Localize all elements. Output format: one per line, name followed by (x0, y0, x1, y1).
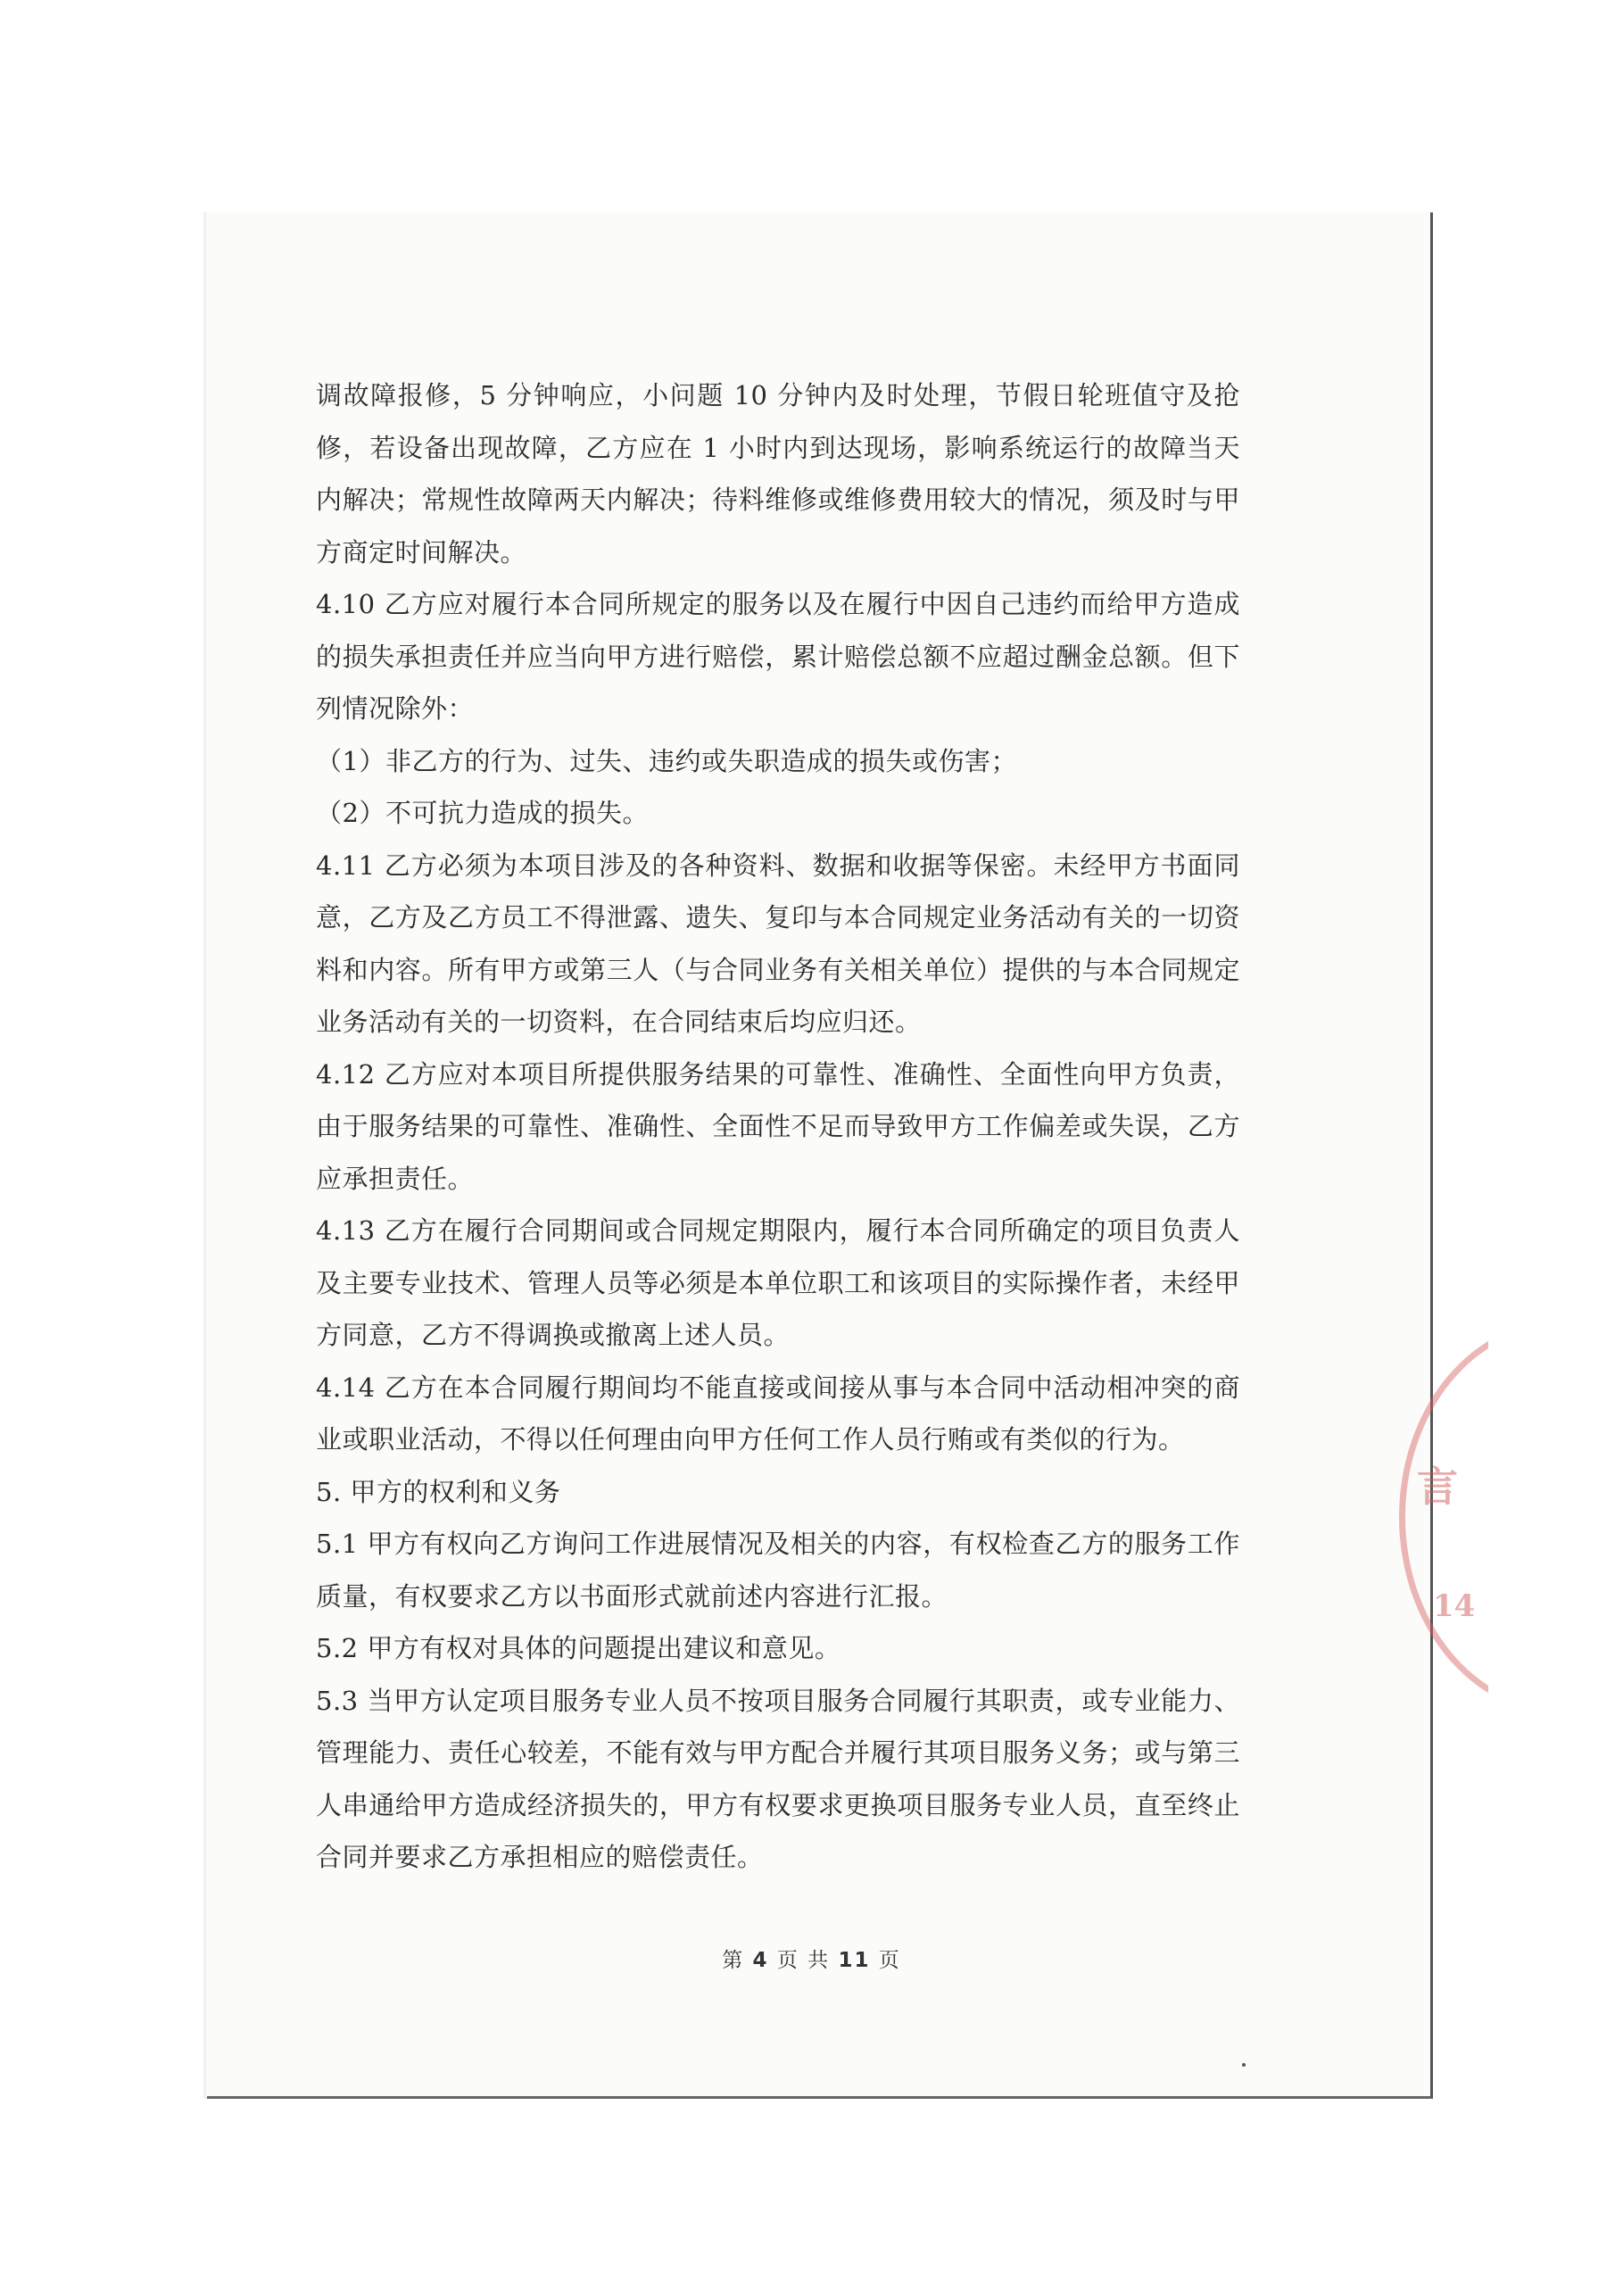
scan-speck (1242, 2063, 1246, 2067)
section-heading-5: 5. 甲方的权利和义务 (316, 1476, 561, 1507)
paragraph-fault-repair: 调故障报修，5 分钟响应，小问题 10 分钟内及时处理，节假日轮班值守及抢修，若设备出现故障，乙方应在 1 小时内到达现场，影响系统运行的故障当天内解决；常规性故障两天内解决；待料维修或维修费用较大的情况，须及时与甲方商定时间解决。 (316, 380, 1240, 568)
paragraph-4-13: 4.13 乙方在履行合同期间或合同规定期限内，履行本合同所确定的项目负责人及主要专业技术、管理人员等必须是本单位职工和该项目的实际操作者，未经甲方同意，乙方不得调换或撤离上述人员。 (316, 1215, 1240, 1350)
paragraph-5-3: 5.3 当甲方认定项目服务专业人员不按项目服务合同履行其职责，或专业能力、管理能力、责任心较差，不能有效与甲方配合并履行其项目服务义务；或与第三人串通给甲方造成经济损失的，甲方有权要求更换项目服务专业人员，直至终止合同并要求乙方承担相应的赔偿责任。 (316, 1685, 1240, 1872)
paragraph-exception-1: （1）非乙方的行为、过失、违约或失职造成的损失或伤害； (316, 745, 1017, 776)
paragraph-4-12: 4.12 乙方应对本项目所提供服务结果的可靠性、准确性、全面性向甲方负责，由于服务结果的可靠性、准确性、全面性不足而导致甲方工作偏差或失误，乙方应承担责任。 (316, 1058, 1240, 1194)
paragraph-4-14: 4.14 乙方在本合同履行期间均不能直接或间接从事与本合同中活动相冲突的商业或职业活动，不得以任何理由向甲方任何工作人员行贿或有类似的行为。 (316, 1372, 1240, 1455)
footer-suffix: 页 (878, 1949, 901, 1972)
footer-page-number: 4 (752, 1949, 769, 1972)
red-seal-stamp (1381, 1321, 1488, 1713)
footer-prefix: 第 (722, 1949, 745, 1972)
paragraph-4-11: 4.11 乙方必须为本项目涉及的各种资料、数据和收据等保密。未经甲方书面同意，乙方及乙方员工不得泄露、遗失、复印与本合同规定业务活动有关的一切资料和内容。所有甲方或第三人（与合同业务有关相关单位）提供的与本合同规定业务活动有关的一切资料，在合同结束后均应归还。 (316, 850, 1240, 1037)
footer-total-pages: 11 (838, 1949, 871, 1972)
seal-glyph-2: 14 (1433, 1588, 1476, 1624)
paragraph-5-2: 5.2 甲方有权对具体的问题提出建议和意见。 (316, 1633, 841, 1663)
page-footer (0, 1944, 1623, 1973)
contract-body (316, 369, 1240, 1884)
paragraph-4-10: 4.10 乙方应对履行本合同所规定的服务以及在履行中因自己违约而给甲方造成的损失承担责任并应当向甲方进行赔偿，累计赔偿总额不应超过酬金总额。但下列情况除外： (316, 589, 1240, 724)
footer-middle: 页 共 (776, 1949, 831, 1972)
paragraph-exception-2: （2）不可抗力造成的损失。 (316, 798, 649, 828)
paragraph-5-1: 5.1 甲方有权向乙方询问工作进展情况及相关的内容，有权检查乙方的服务工作质量，有权要求乙方以书面形式就前述内容进行汇报。 (316, 1529, 1240, 1612)
seal-glyph-1: 言 (1417, 1463, 1458, 1511)
seal-ring (1399, 1321, 1488, 1713)
